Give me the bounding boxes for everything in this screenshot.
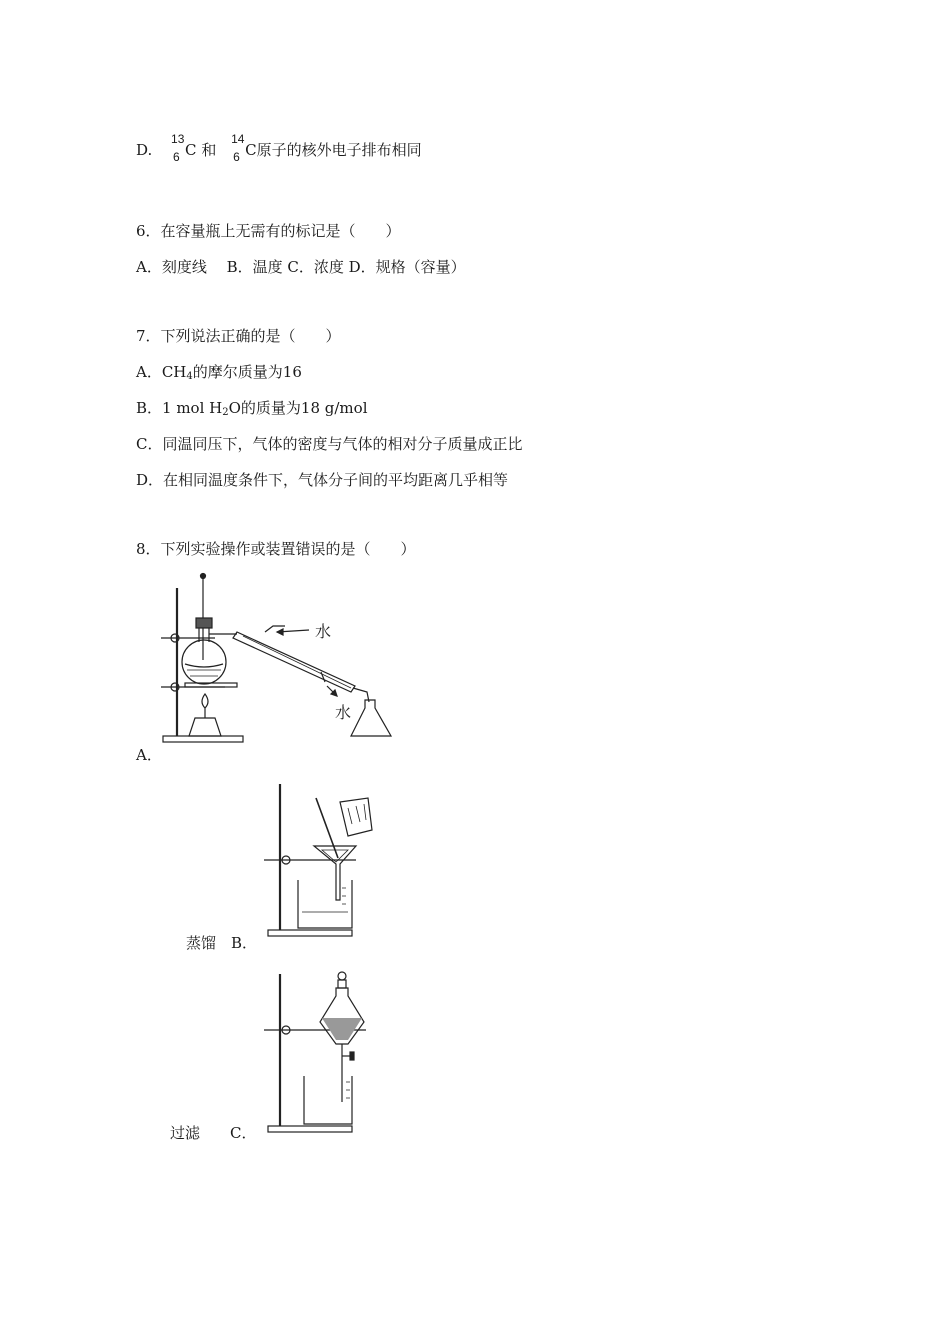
q7-option-a: A．$CH_4$的摩尔质量为16 — [136, 363, 302, 382]
flask-liquid — [185, 664, 223, 667]
water-in-arrowhead — [277, 629, 283, 635]
q7-stem: 7．下列说法正确的是（ ） — [136, 327, 341, 345]
q7-option-b: B．1 mol $H_2O$的质量为18 g/mol — [136, 399, 368, 418]
beaker-marks — [346, 1082, 350, 1098]
stand-base — [268, 930, 352, 936]
pouring-beaker — [340, 798, 372, 836]
funnel-liquid — [322, 1018, 362, 1040]
q5-option-d — [136, 132, 422, 164]
q5-conjunction: 和 — [201, 141, 217, 159]
distillation-flask — [182, 640, 226, 684]
water-out-label: 水 — [335, 703, 352, 722]
water-outlet-tube — [321, 672, 325, 682]
figure-b-filtration — [256, 780, 378, 942]
label-a: A． — [136, 746, 162, 764]
flame-icon — [202, 694, 208, 708]
condenser — [233, 632, 355, 692]
figure-a-distillation — [155, 570, 400, 748]
isotope-c13: 13 6 — [171, 132, 185, 164]
label-b: 蒸馏 B． — [186, 934, 258, 952]
q7-option-d: D．在相同温度条件下，气体分子间的平均距离几乎相等 — [136, 471, 509, 489]
funnel-stopper — [338, 972, 346, 980]
beaker-marks — [342, 888, 346, 904]
stand-base — [163, 736, 243, 742]
q6-stem: 6．在容量瓶上无需有的标记是（ ） — [136, 222, 401, 240]
q5-d-suffix: 原子的核外电子排布相同 — [256, 141, 422, 159]
ring-plate — [185, 683, 237, 687]
thermometer-bulb-top — [201, 574, 206, 579]
isotope-c13-symbol: C — [185, 141, 197, 159]
flask-liquid-lines — [187, 670, 221, 676]
q5-d-prefix: D. — [136, 141, 153, 159]
figure-c-separatory-funnel — [256, 966, 378, 1136]
q8-stem: 8．下列实验操作或装置错误的是（ ） — [136, 540, 416, 558]
funnel — [314, 846, 356, 900]
q6-options: A．刻度线 B．温度 C．浓度 D．规格（容量） — [136, 258, 466, 276]
stopper-neck — [338, 980, 346, 988]
receiving-flask — [351, 700, 391, 736]
beaker-graduations — [348, 804, 366, 824]
isotope-c14-symbol: C — [245, 141, 257, 159]
label-c: 过滤 C． — [170, 1124, 257, 1142]
isotope-c14: 14 6 — [231, 132, 245, 164]
receiving-beaker — [304, 1076, 352, 1124]
flask-stopper — [196, 618, 212, 628]
stand-base — [268, 1126, 352, 1132]
glass-rod — [316, 798, 338, 858]
condenser-inner — [243, 636, 351, 688]
alcohol-lamp — [189, 718, 221, 736]
q7-option-c: C．同温同压下，气体的密度与气体的相对分子质量成正比 — [136, 435, 523, 453]
water-in-label: 水 — [315, 622, 332, 641]
